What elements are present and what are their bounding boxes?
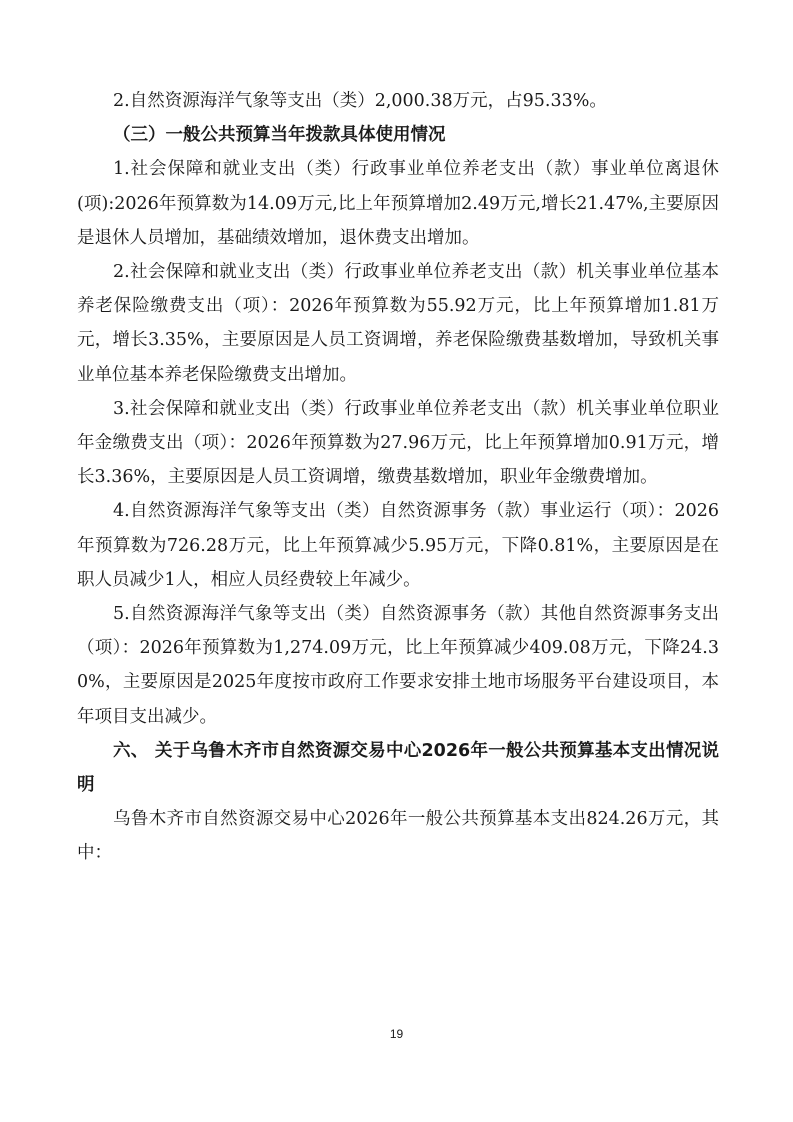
paragraph-item-5-other-natural-resources: 5.自然资源海洋气象等支出（类）自然资源事务（款）其他自然资源事务支出（项）：2026年预算数为1,274.09万元，比上年预算减少409.08万元，下降24.30%，主要原因是2025年度按市政府工作要求安排土地市场服务平台建设项目，本年项目支出减少。 bbox=[77, 604, 719, 727]
paragraph-item-1-retirement: 1.社会保障和就业支出（类）行政事业单位养老支出（款）事业单位离退休(项):2026年预算数为14.09万元,比上年预算增加2.49万元,增长21.47%,主要原因是退休人员增加，基础绩效增加，退休费支出增加。 bbox=[77, 159, 719, 248]
section-heading-basic-expenditure: 六、 关于乌鲁木齐市自然资源交易中心2026年一般公共预算基本支出情况说明 bbox=[77, 740, 719, 796]
paragraph-natural-resources-share: 2.自然资源海洋气象等支出（类）2,000.38万元，占95.33%。 bbox=[113, 91, 607, 111]
page-number: 19 bbox=[389, 1027, 404, 1041]
section-heading-appropriation-usage: （三）一般公共预算当年拨款具体使用情况 bbox=[113, 125, 446, 146]
document-body bbox=[77, 84, 719, 871]
paragraph-item-4-operations: 4.自然资源海洋气象等支出（类）自然资源事务（款）事业运行（项）：2026年预算数为726.28万元，比上年预算减少5.95万元，下降0.81%，主要原因是在职人员减少1人，相应人员经费较上年减少。 bbox=[77, 501, 719, 590]
paragraph-item-2-pension-insurance: 2.社会保障和就业支出（类）行政事业单位养老支出（款）机关事业单位基本养老保险缴费支出（项）：2026年预算数为55.92万元，比上年预算增加1.81万元，增长3.35%，主要原因是人员工资调增，养老保险缴费基数增加，导致机关事业单位基本养老保险缴费支出增加。 bbox=[77, 262, 719, 385]
paragraph-item-3-occupational-annuity: 3.社会保障和就业支出（类）行政事业单位养老支出（款）机关事业单位职业年金缴费支出（项）：2026年预算数为27.96万元，比上年预算增加0.91万元，增长3.36%，主要原因是人员工资调增，缴费基数增加，职业年金缴费增加。 bbox=[77, 398, 719, 488]
paragraph-basic-expenditure-summary: 乌鲁木齐市自然资源交易中心2026年一般公共预算基本支出824.26万元，其中： bbox=[77, 809, 719, 864]
